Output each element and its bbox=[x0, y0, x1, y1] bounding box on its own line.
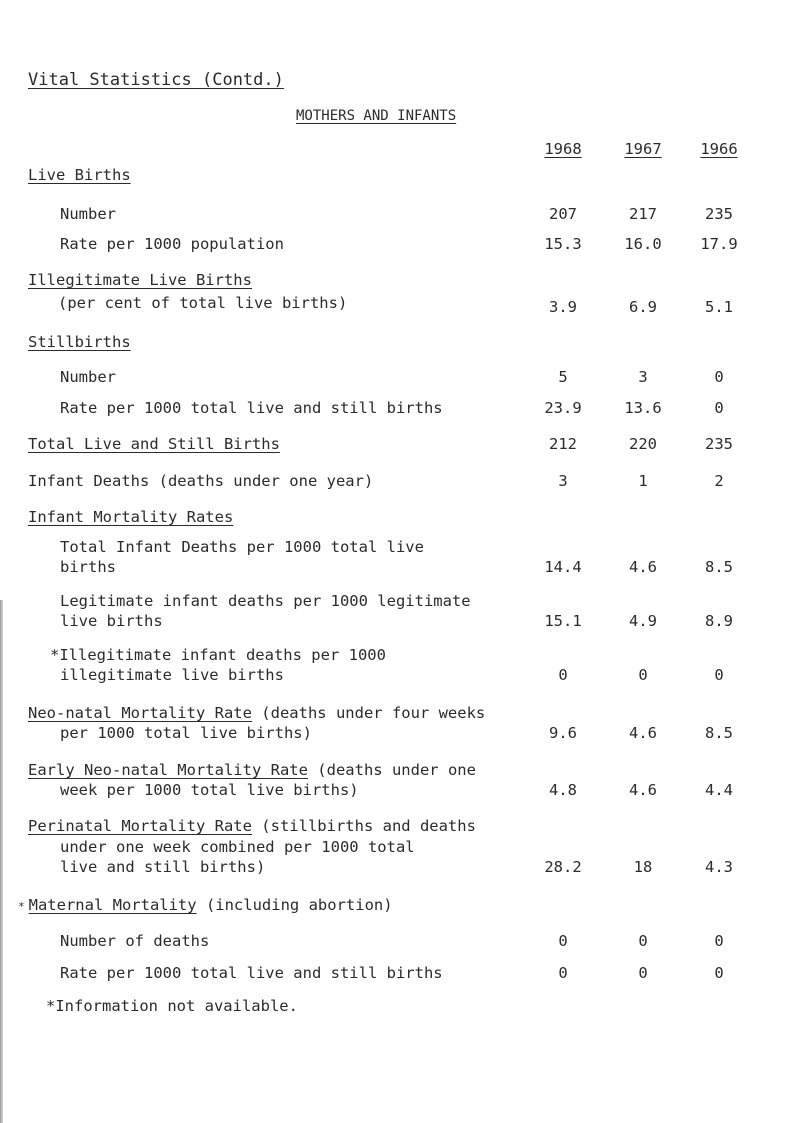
neo-natal-line2: per 1000 total live births) bbox=[60, 724, 312, 742]
stillbirths-rate-1966: 0 bbox=[714, 399, 724, 417]
stillbirths-rate-1967: 13.6 bbox=[624, 399, 662, 417]
neo-natal-1966: 8.5 bbox=[705, 724, 733, 742]
live-births-number-1968: 207 bbox=[549, 205, 577, 223]
perinatal-1967: 18 bbox=[633, 858, 653, 876]
maternal-deaths-1968: 0 bbox=[558, 932, 568, 950]
live-births-number-1966: 235 bbox=[705, 205, 733, 223]
maternal-marker: * bbox=[18, 900, 25, 913]
neo-natal-rest: (deaths under four weeks bbox=[251, 704, 486, 722]
perinatal-1966: 4.3 bbox=[705, 858, 733, 876]
neo-natal-1967: 4.6 bbox=[629, 724, 657, 742]
infant-deaths-1966: 2 bbox=[714, 472, 724, 490]
infant-mortality-heading: Infant Mortality Rates bbox=[28, 508, 234, 526]
stillbirths-number-1968: 5 bbox=[558, 368, 568, 386]
year-header-1966: 1966 bbox=[700, 140, 738, 158]
illegitimate-1967: 6.9 bbox=[629, 298, 657, 316]
maternal-rate-1966: 0 bbox=[714, 964, 724, 982]
live-births-number-1967: 217 bbox=[629, 205, 657, 223]
live-births-rate-1968: 15.3 bbox=[544, 235, 582, 253]
live-births-number-label: Number bbox=[60, 205, 116, 223]
infant-mortality-legit-line1: Legitimate infant deaths per 1000 legitimate bbox=[60, 592, 471, 610]
year-header-1968: 1968 bbox=[544, 140, 582, 158]
infant-mortality-illegit-line1: *Illegitimate infant deaths per 1000 bbox=[50, 646, 386, 664]
stillbirths-number-1967: 3 bbox=[638, 368, 648, 386]
stillbirths-heading: Stillbirths bbox=[28, 333, 131, 351]
total-births-1968: 212 bbox=[549, 435, 577, 453]
early-neo-natal-line2: week per 1000 total live births) bbox=[60, 781, 359, 799]
footnote: *Information not available. bbox=[46, 997, 298, 1015]
infant-mortality-legit-line2: live births bbox=[60, 612, 163, 630]
stillbirths-number-label: Number bbox=[60, 368, 116, 386]
infant-mortality-legit-1966: 8.9 bbox=[705, 612, 733, 630]
stillbirths-rate-1968: 23.9 bbox=[544, 399, 582, 417]
infant-mortality-total-line2: births bbox=[60, 558, 116, 576]
year-header-1967: 1967 bbox=[624, 140, 662, 158]
neo-natal-line1 bbox=[28, 706, 485, 722]
infant-mortality-total-1967: 4.6 bbox=[629, 558, 657, 576]
infant-deaths-1967: 1 bbox=[638, 472, 648, 490]
total-births-1967: 220 bbox=[629, 435, 657, 453]
maternal-heading: Maternal Mortality bbox=[28, 896, 197, 914]
maternal-deaths-label: Number of deaths bbox=[60, 932, 210, 950]
stillbirths-rate-label: Rate per 1000 total live and still births bbox=[60, 399, 443, 417]
maternal-deaths-1967: 0 bbox=[638, 932, 648, 950]
perinatal-heading: Perinatal Mortality Rate bbox=[28, 817, 252, 835]
page-title: Vital Statistics (Contd.) bbox=[28, 70, 284, 90]
early-neo-natal-heading: Early Neo-natal Mortality Rate bbox=[28, 761, 308, 779]
live-births-rate-1966: 17.9 bbox=[700, 235, 738, 253]
illegitimate-label: (per cent of total live births) bbox=[58, 294, 348, 312]
infant-mortality-illegit-1967: 0 bbox=[638, 666, 648, 684]
neo-natal-heading: Neo-natal Mortality Rate bbox=[28, 704, 252, 722]
maternal-rate-1967: 0 bbox=[638, 964, 648, 982]
infant-mortality-illegit-1968: 0 bbox=[558, 666, 568, 684]
maternal-line1 bbox=[18, 898, 393, 914]
infant-mortality-illegit-1966: 0 bbox=[714, 666, 724, 684]
early-neo-natal-rest: (deaths under one bbox=[307, 761, 476, 779]
early-neo-natal-1967: 4.6 bbox=[629, 781, 657, 799]
infant-mortality-total-line1: Total Infant Deaths per 1000 total live bbox=[60, 538, 424, 556]
illegitimate-1966: 5.1 bbox=[705, 298, 733, 316]
infant-mortality-legit-1967: 4.9 bbox=[629, 612, 657, 630]
perinatal-line2: under one week combined per 1000 total bbox=[60, 838, 415, 856]
scan-page-edge bbox=[0, 600, 3, 1123]
infant-mortality-legit-1968: 15.1 bbox=[544, 612, 582, 630]
live-births-heading: Live Births bbox=[28, 166, 131, 184]
maternal-deaths-1966: 0 bbox=[714, 932, 724, 950]
illegitimate-heading: Illegitimate Live Births bbox=[28, 271, 252, 289]
early-neo-natal-1968: 4.8 bbox=[549, 781, 577, 799]
perinatal-1968: 28.2 bbox=[544, 858, 582, 876]
infant-mortality-total-1966: 8.5 bbox=[705, 558, 733, 576]
live-births-rate-label: Rate per 1000 population bbox=[60, 235, 284, 253]
infant-deaths-1968: 3 bbox=[558, 472, 568, 490]
total-births-label: Total Live and Still Births bbox=[28, 435, 280, 453]
maternal-rate-label: Rate per 1000 total live and still births bbox=[60, 964, 443, 982]
section-title: MOTHERS AND INFANTS bbox=[296, 108, 457, 124]
total-births-1966: 235 bbox=[705, 435, 733, 453]
infant-deaths-label: Infant Deaths (deaths under one year) bbox=[28, 472, 374, 490]
maternal-rest: (including abortion) bbox=[196, 896, 393, 914]
infant-mortality-total-1968: 14.4 bbox=[544, 558, 582, 576]
stillbirths-number-1966: 0 bbox=[714, 368, 724, 386]
perinatal-line3: live and still births) bbox=[60, 858, 266, 876]
illegitimate-1968: 3.9 bbox=[549, 298, 577, 316]
neo-natal-1968: 9.6 bbox=[549, 724, 577, 742]
early-neo-natal-1966: 4.4 bbox=[705, 781, 733, 799]
maternal-rate-1968: 0 bbox=[558, 964, 568, 982]
perinatal-rest: (stillbirths and deaths bbox=[251, 817, 476, 835]
infant-mortality-illegit-line2: illegitimate live births bbox=[60, 666, 284, 684]
live-births-rate-1967: 16.0 bbox=[624, 235, 662, 253]
early-neo-natal-line1 bbox=[28, 763, 476, 779]
perinatal-line1 bbox=[28, 819, 476, 835]
